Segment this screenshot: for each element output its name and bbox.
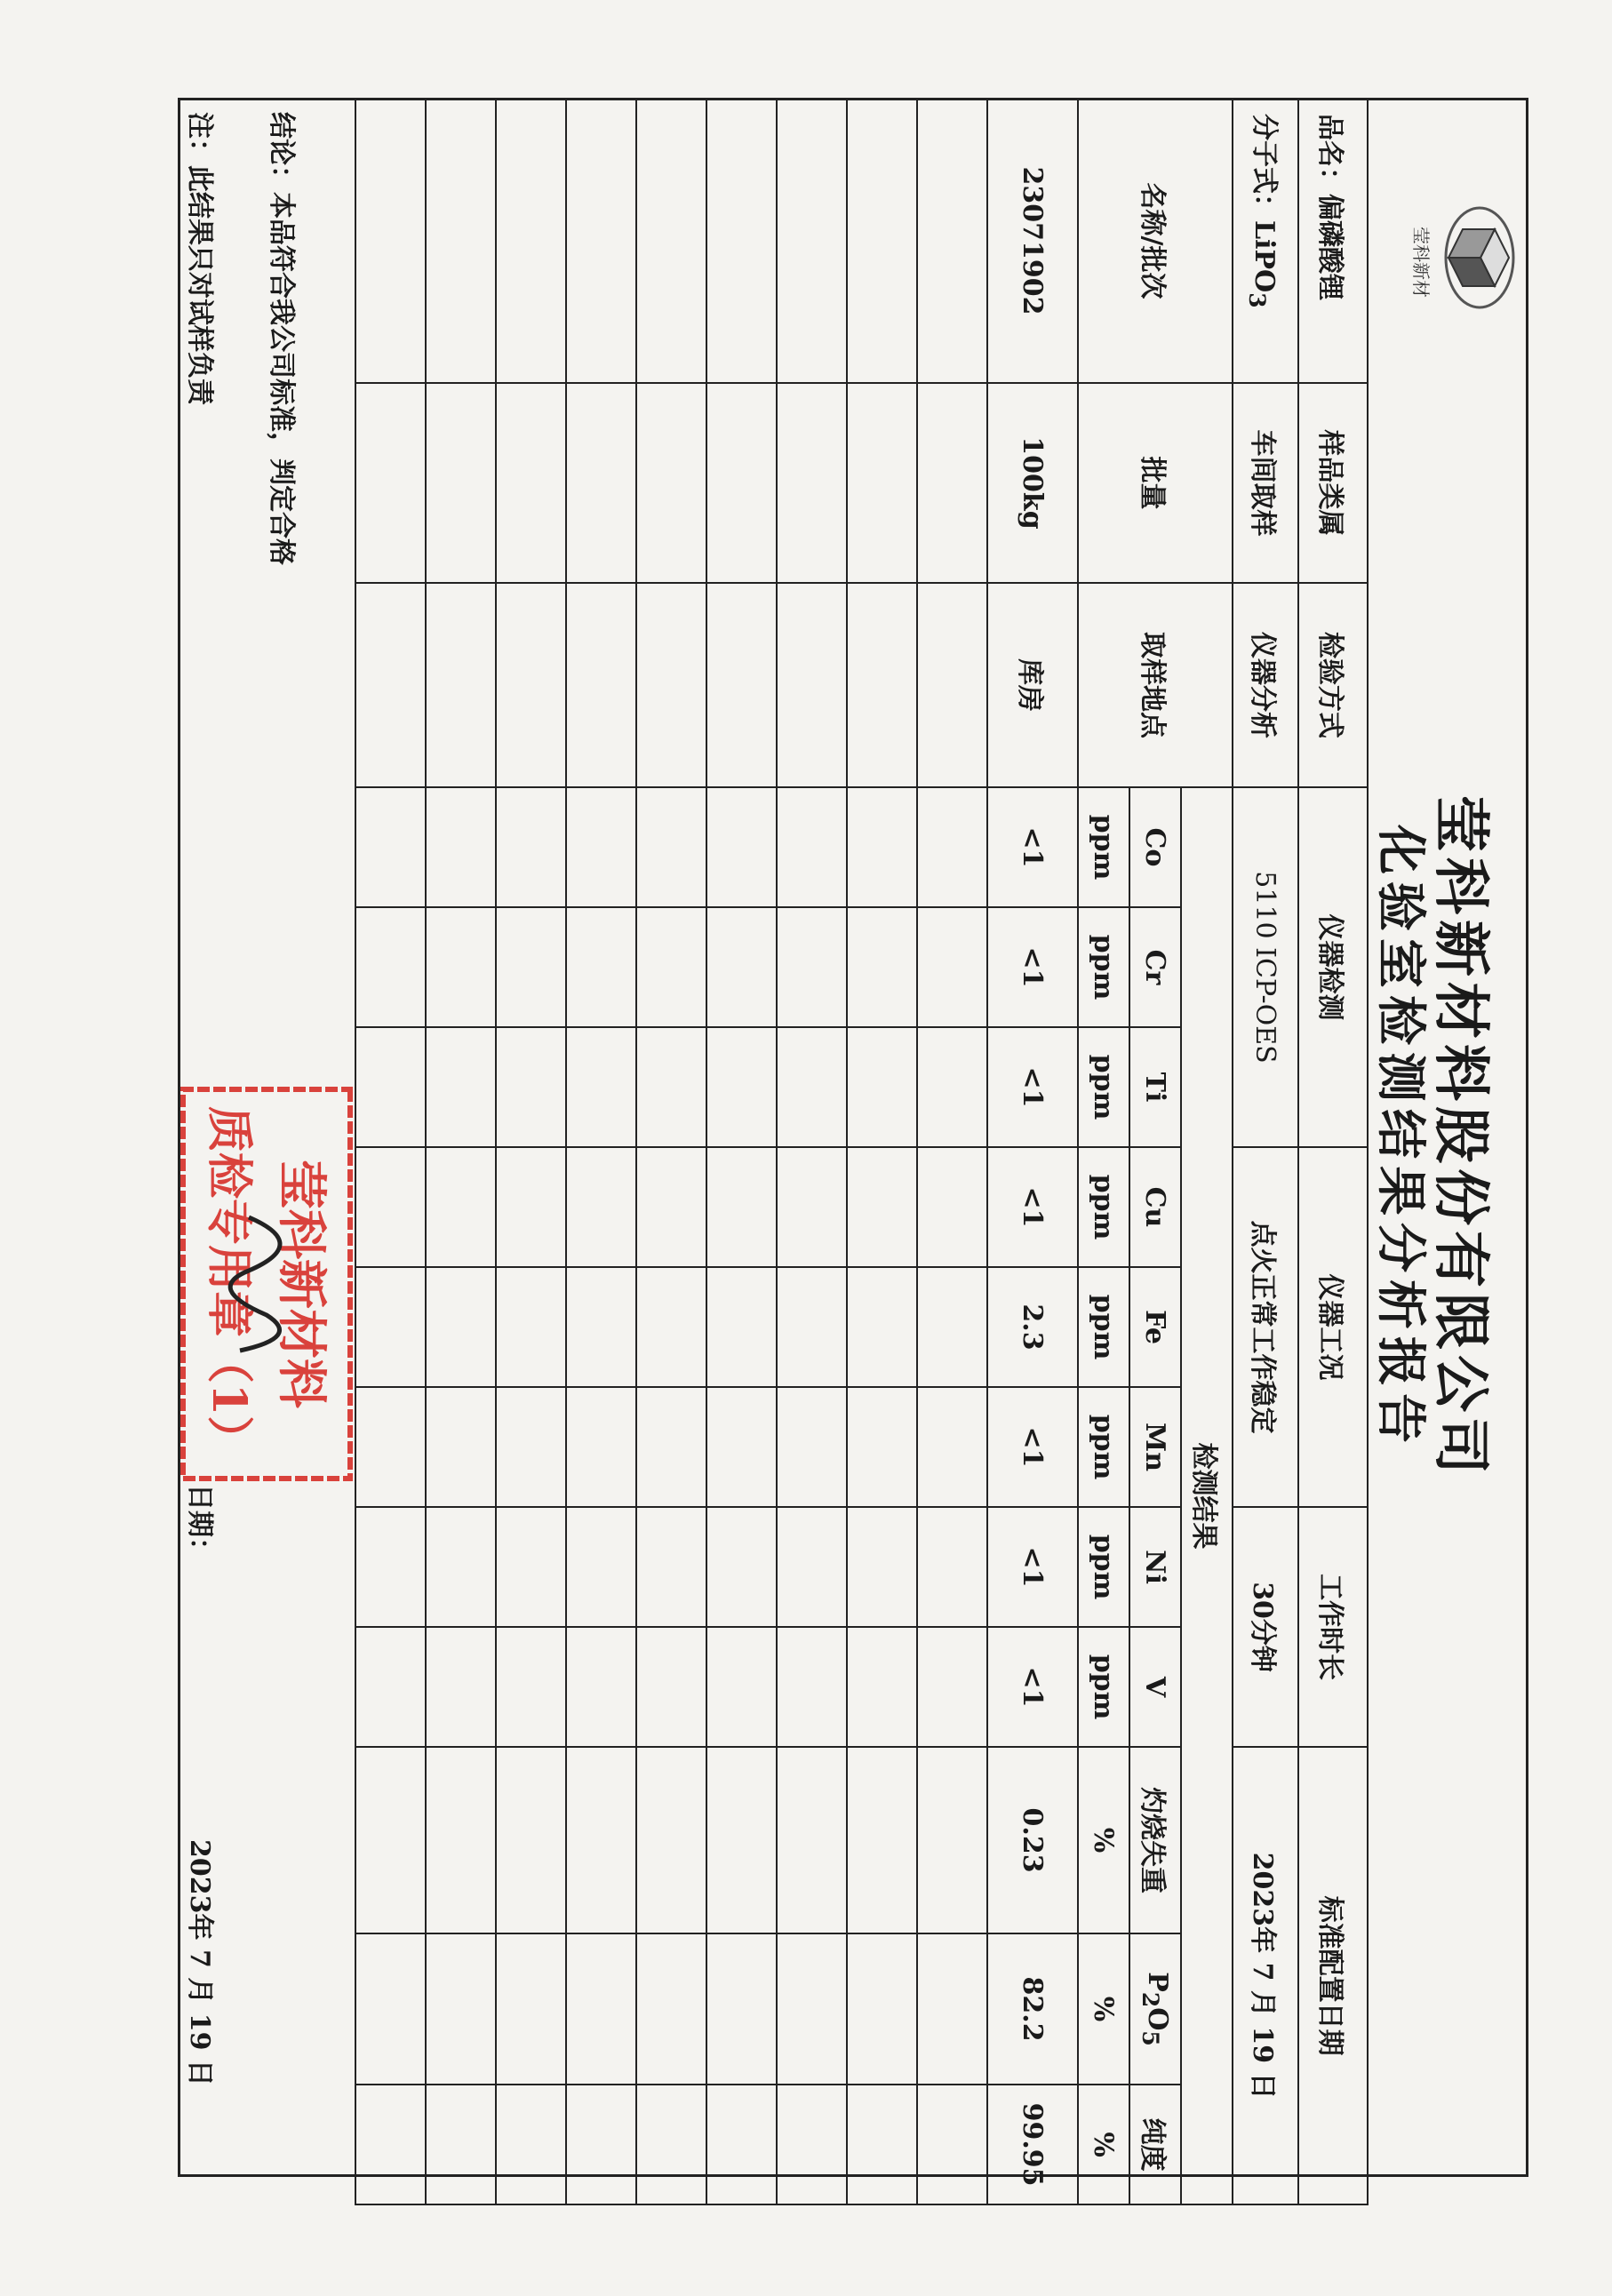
info-row-2: [1233, 99, 1298, 2204]
sample-type-label: 样品类属: [1298, 383, 1368, 583]
conclusion-text: 结论：本品符合我公司标准，判定合格: [266, 112, 297, 565]
test-method-label: 检验方式: [1298, 583, 1368, 787]
unit-p2o5: %: [1078, 1933, 1129, 2085]
quantity-value: 100kg: [987, 383, 1078, 583]
std-date-value: 2023年 7 月 19 日: [1233, 1747, 1298, 2204]
p2o5-sub-2: 2: [1137, 1991, 1163, 2008]
p2o5-p: P: [1142, 1972, 1173, 1992]
report-table: [355, 98, 1369, 2205]
work-time-label: 工作时长: [1298, 1507, 1368, 1747]
unit-cr: ppm: [1078, 907, 1129, 1027]
info-row-1: [1298, 99, 1368, 2204]
seal-line-1: 莹科新材料: [272, 1160, 331, 1408]
value-ti: <1: [987, 1027, 1078, 1147]
company-name: 莹科新材料股份有限公司: [1427, 795, 1494, 1479]
empty-row: [636, 99, 706, 2204]
instrument-value: 5110 ICP-OES: [1233, 787, 1298, 1147]
value-p2o5: 82.2: [987, 1933, 1078, 2085]
header-v: V: [1129, 1627, 1181, 1747]
location-value: 库房: [987, 583, 1078, 787]
unit-ti: ppm: [1078, 1027, 1129, 1147]
empty-row: [917, 99, 987, 2204]
location-header: 取样地点: [1078, 583, 1233, 787]
value-v: <1: [987, 1627, 1078, 1747]
empty-row: [566, 99, 636, 2204]
quantity-header: 批量: [1078, 383, 1233, 583]
product-name-cell: 品名：偏磷酸锂: [1298, 99, 1368, 383]
header-co: Co: [1129, 787, 1181, 907]
value-co: <1: [987, 787, 1078, 907]
header-ni: Ni: [1129, 1507, 1181, 1627]
formula-cell: [1233, 99, 1298, 383]
empty-row: [706, 99, 777, 2204]
empty-row: [496, 99, 566, 2204]
unit-purity: %: [1078, 2085, 1129, 2204]
header-mn: Mn: [1129, 1387, 1181, 1507]
empty-row: [355, 99, 426, 2204]
header-ignition-loss: 灼烧失重: [1129, 1747, 1181, 1933]
p2o5-sub-5: 5: [1137, 2030, 1163, 2046]
empty-row: [777, 99, 847, 2204]
p2o5-o: O: [1142, 2007, 1173, 2031]
results-group-header: 检测结果: [1181, 787, 1233, 2204]
value-purity: 99.95: [987, 2085, 1078, 2204]
work-time-value: 30分钟: [1233, 1507, 1298, 1747]
unit-ni: ppm: [1078, 1507, 1129, 1627]
report-date: 2023年 7 月 19 日: [184, 1839, 215, 2086]
seal-line-2: 质检专用章（1）: [202, 1105, 256, 1463]
std-date-label: 标准配置日期: [1298, 1747, 1368, 2204]
batch-value: 23071902: [987, 99, 1078, 383]
formula-text: 分子式：LiPO: [1249, 114, 1280, 293]
test-method-value: 仪器分析: [1233, 583, 1298, 787]
header-cr: Cr: [1129, 907, 1181, 1027]
name-batch-header: 名称/批次: [1078, 99, 1233, 383]
condition-value: 点火正常工作稳定: [1233, 1147, 1298, 1507]
instrument-label: 仪器检测: [1298, 787, 1368, 1147]
empty-row: [426, 99, 496, 2204]
formula-subscript: 3: [1244, 292, 1270, 308]
unit-ignition-loss: %: [1078, 1747, 1129, 1933]
header-ti: Ti: [1129, 1027, 1181, 1147]
header-cu: Cu: [1129, 1147, 1181, 1267]
report-title: 化验室检测结果分析报告: [1371, 825, 1430, 1450]
value-ni: <1: [987, 1507, 1078, 1627]
unit-mn: ppm: [1078, 1387, 1129, 1507]
header-p2o5: [1129, 1933, 1181, 2085]
rotated-report-page: [178, 98, 1528, 2187]
value-ignition-loss: 0.23: [987, 1747, 1078, 1933]
unit-co: ppm: [1078, 787, 1129, 907]
value-mn: <1: [987, 1387, 1078, 1507]
date-label: 日期：: [184, 1484, 215, 1564]
unit-cu: ppm: [1078, 1147, 1129, 1267]
note-text: 注：此结果只对试样负责: [184, 112, 215, 405]
sample-type-value: 车间取样: [1233, 383, 1298, 583]
empty-row: [847, 99, 917, 2204]
red-seal-stamp: [178, 1084, 355, 1484]
value-cr: <1: [987, 907, 1078, 1027]
header-fe: Fe: [1129, 1267, 1181, 1387]
results-group-row: [1181, 99, 1233, 2204]
result-data-row: [987, 99, 1078, 2204]
unit-fe: ppm: [1078, 1267, 1129, 1387]
header-purity: 纯度: [1129, 2085, 1181, 2204]
unit-v: ppm: [1078, 1627, 1129, 1747]
logo-text: 莹科新材: [1410, 227, 1432, 298]
value-fe: 2.3: [987, 1267, 1078, 1387]
value-cu: <1: [987, 1147, 1078, 1267]
condition-label: 仪器工况: [1298, 1147, 1368, 1507]
